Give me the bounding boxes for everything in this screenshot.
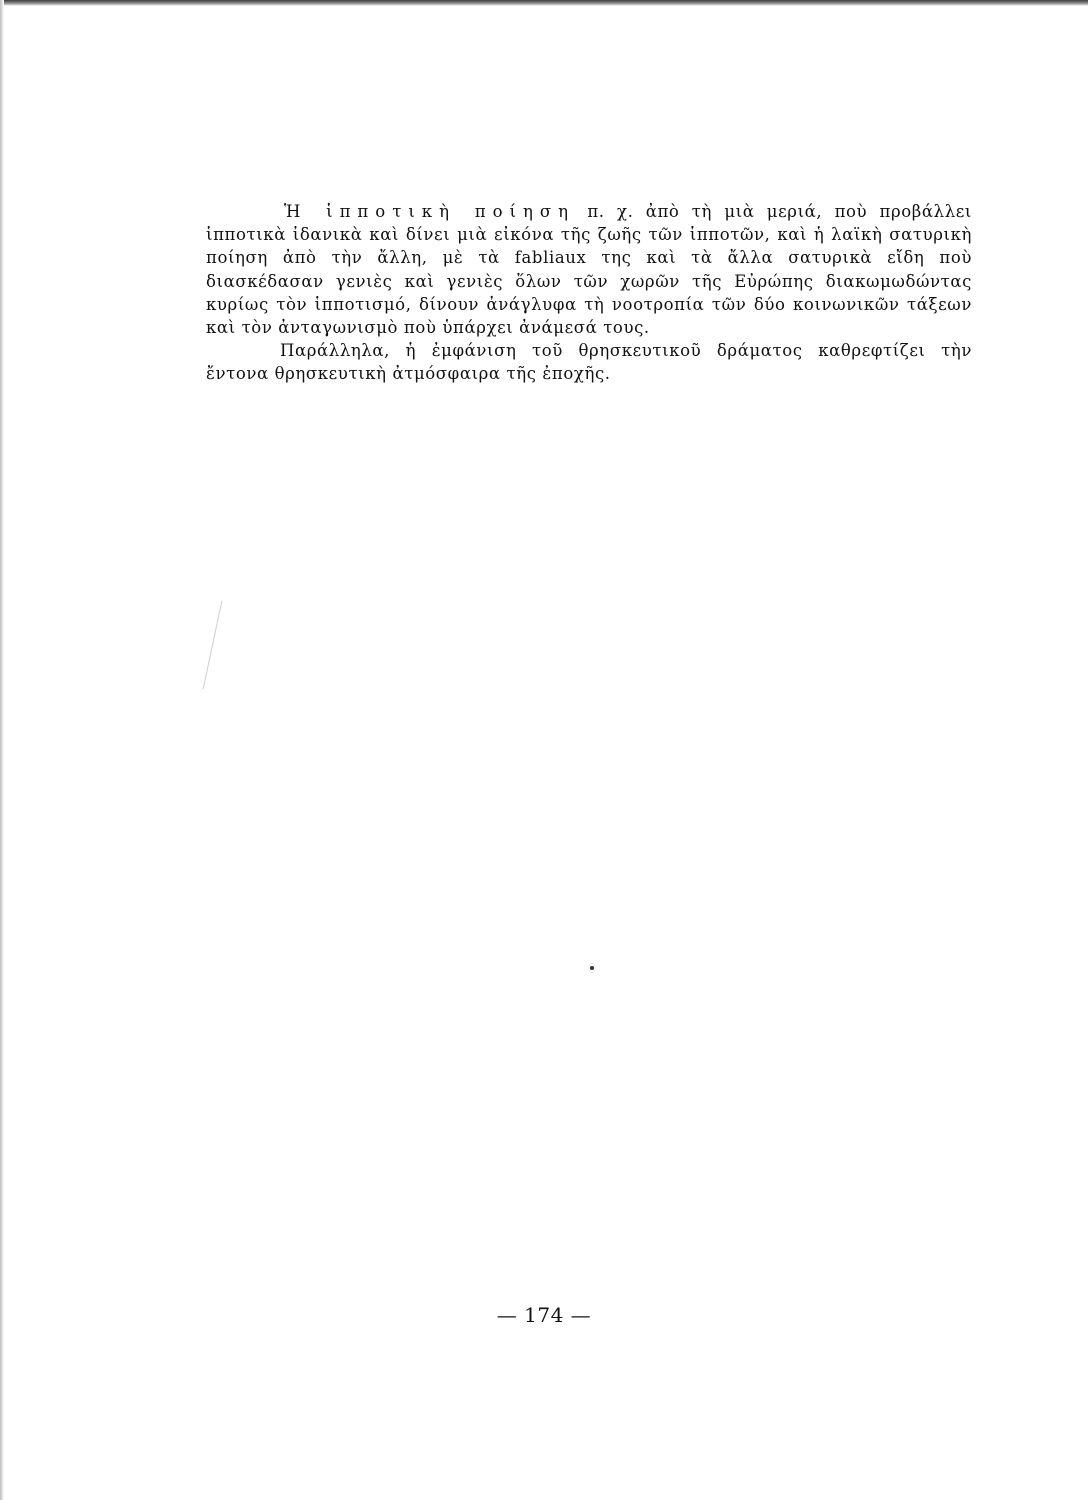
- paragraph-2-text: Παράλληλα, ἡ ἐμφάνιση τοῦ θρησκευτικοῦ δράματος καθρεφτίζει τὴν ἔντονα θρησκευτικὴ ἀτμόσφαιρα τῆς ἐποχῆς.: [206, 341, 972, 384]
- scan-artifact-dot: [590, 966, 594, 970]
- paragraph-1: [206, 200, 972, 339]
- page-top-edge: [0, 0, 1088, 6]
- body-text: [206, 200, 972, 386]
- paragraph-1-text: π. χ. ἀπὸ τὴ μιὰ μεριά, ποὺ προβάλλει ἱπποτικὰ ἰδανικὰ καὶ δίνει μιὰ εἰκόνα τῆς ζωῆς τῶν ἱπποτῶν, καὶ ἡ λαϊκὴ σατυρικὴ ποίηση ἀπὸ τὴν ἄλλη, μὲ τὰ fabliaux της καὶ τὰ ἄλλα σατυρικὰ εἴδη ποὺ διασκέδασαν γενιὲς καὶ γενιὲς ὅλων τῶν χωρῶν τῆς Εὐρώπης διακωμωδώντας κυρίως τὸν ἱπποτισμό, δίνουν ἀνάγλυφα τὴ νοοτροπία τῶν δύο κοινωνικῶν τάξεων καὶ τὸν ἀνταγωνισμὸ ποὺ ὑπάρχει ἀνάμεσά τους.: [206, 202, 973, 338]
- scan-artifact-line: [203, 601, 223, 689]
- page-number: — 174 —: [496, 1303, 592, 1327]
- spaced-emphasis: Ἡ ἱπποτικὴ ποίηση: [284, 202, 576, 221]
- page-left-edge: [0, 0, 4, 1500]
- paragraph-2: [206, 339, 972, 385]
